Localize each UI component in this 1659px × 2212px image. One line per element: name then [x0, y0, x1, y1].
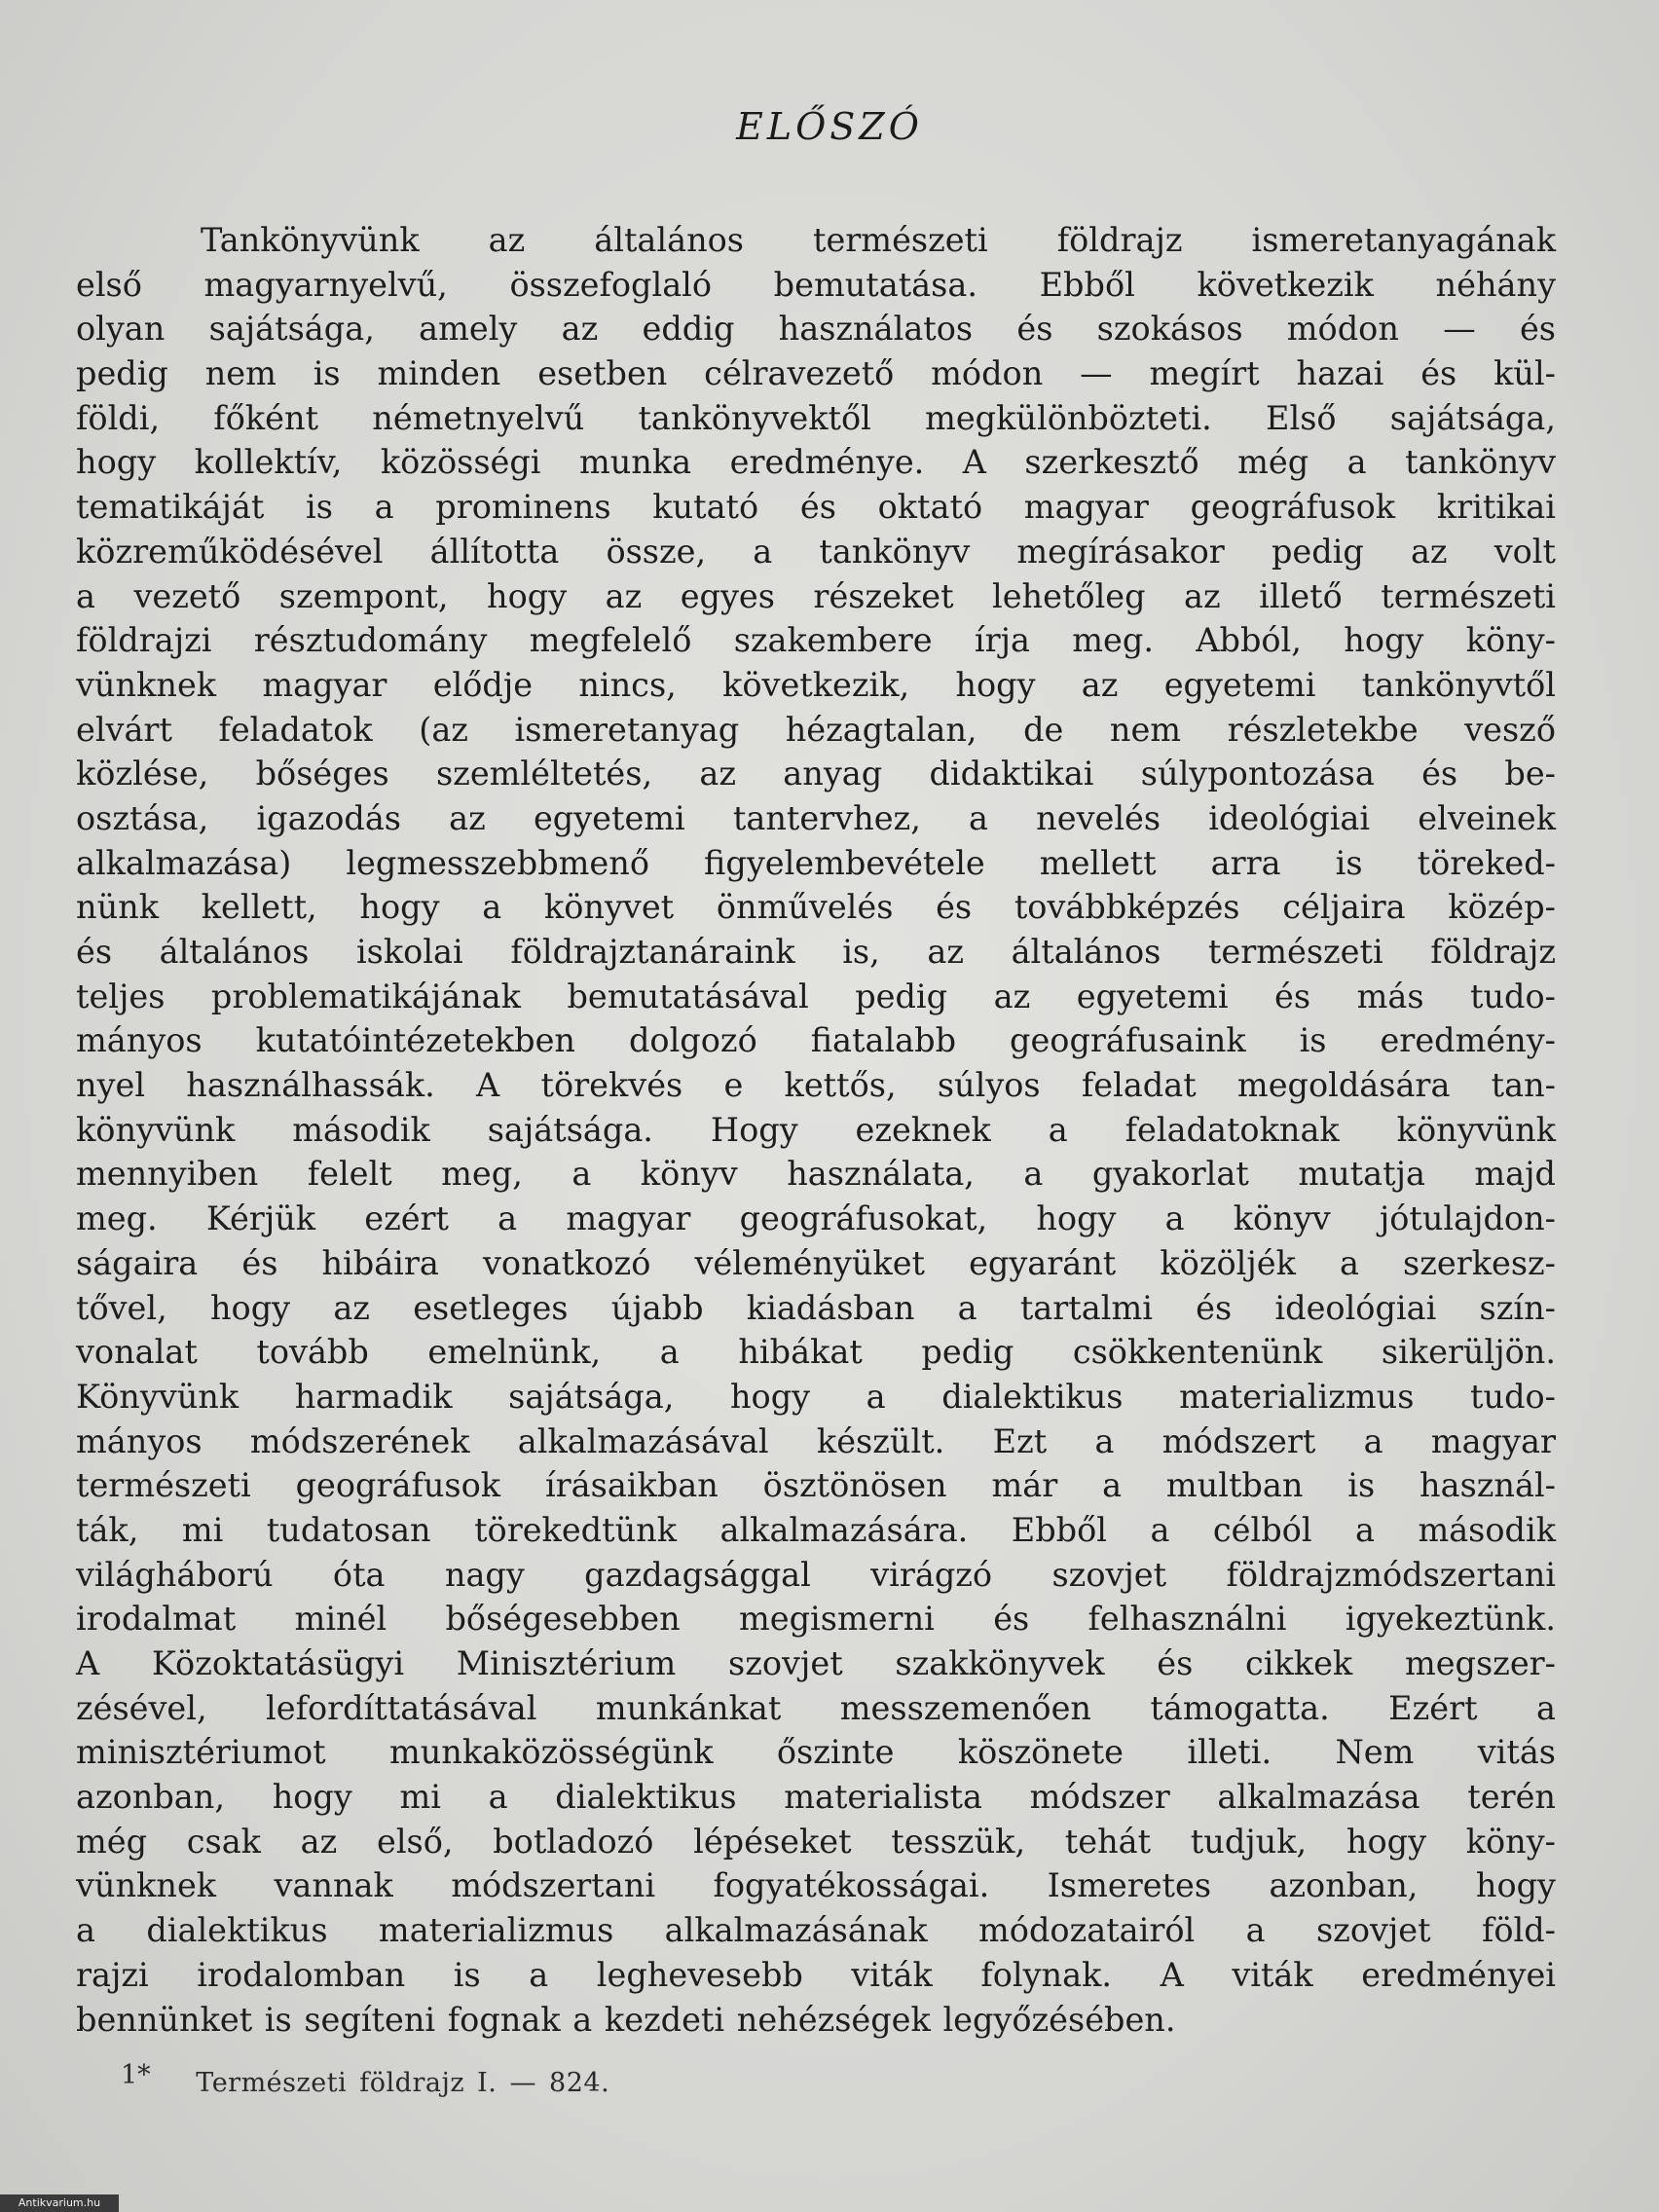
footer-caption: Természeti földrajz I. — 824. [196, 2068, 610, 2098]
text-line: mennyiben felelt meg, a könyv használata, a gyakorlat mutatja majd [76, 1155, 1556, 1194]
text-line: osztása, igazodás az egyetemi tantervhez, a nevelés ideológiai elveinek [76, 798, 1556, 837]
watermark: Antikvarium.hu [0, 2194, 119, 2212]
preface-body [76, 218, 1556, 2042]
text-line: könyvünk második sajátsága. Hogy ezeknek a feladatoknak könyvünk [76, 1110, 1556, 1149]
text-line: tővel, hogy az esetleges újabb kiadásban a tartalmi és ideológiai szín- [76, 1288, 1556, 1327]
page-title: ELŐSZÓ [736, 105, 923, 148]
text-line: A Közoktatásügyi Minisztérium szovjet szakkönyvek és cikkek megszer- [76, 1644, 1556, 1682]
text-line: és általános iskolai földrajztanáraink is, az általános természeti földrajz [76, 933, 1556, 971]
text-line: teljes problematikájának bemutatásával pedig az egyetemi és más tudo- [76, 977, 1556, 1015]
signature-mark: 1* [121, 2060, 151, 2090]
text-line: vonalat tovább emelnünk, a hibákat pedig csökkentenünk sikerüljön. [76, 1333, 1556, 1372]
text-line: mányos módszerének alkalmazásával készült. Ezt a módszert a magyar [76, 1421, 1556, 1460]
text-line: közlése, bőséges szemléltetés, az anyag didaktikai súlypontozása és be- [76, 755, 1556, 793]
text-line: elvárt feladatok (az ismeretanyag hézagtalan, de nem részletekbe vesző [76, 710, 1556, 749]
text-line: irodalmat minél bőségesebben megismerni és felhasználni igyekeztünk. [76, 1600, 1556, 1639]
text-line: meg. Kérjük ezért a magyar geográfusokat, hogy a könyv jótulajdon- [76, 1199, 1556, 1238]
text-line: tematikáját is a prominens kutató és oktató magyar geográfusok kritikai [76, 488, 1556, 527]
text-line: Tankönyvünk az általános természeti földrajz ismeretanyagának [201, 221, 1556, 259]
text-line: olyan sajátsága, amely az eddig használatos és szokásos módon — és [76, 310, 1556, 349]
text-line: mányos kutatóintézetekben dolgozó fiatalabb geográfusaink is eredmény- [76, 1021, 1556, 1060]
text-line: hogy kollektív, közösségi munka eredménye. A szerkesztő még a tankönyv [76, 443, 1556, 482]
text-line: minisztériumot munkaközösségünk őszinte köszönete illeti. Nem vitás [76, 1733, 1556, 1772]
text-line: pedig nem is minden esetben célravezető módon — megírt hazai és kül- [76, 354, 1556, 393]
text-line: bennünket is segíteni fognak a kezdeti nehézségek legyőzésében. [76, 2000, 1176, 2039]
text-line: vünknek vannak módszertani fogyatékosságai. Ismeretes azonban, hogy [76, 1866, 1556, 1905]
text-line: természeti geográfusok írásaikban ösztönösen már a multban is használ- [76, 1466, 1556, 1505]
text-line: alkalmazása) legmesszebbmenő figyelembevétele mellett arra is töreked- [76, 843, 1556, 882]
text-line: rajzi irodalomban is a leghevesebb viták folynak. A viták eredményei [76, 1955, 1556, 1994]
text-line: azonban, hogy mi a dialektikus materialista módszer alkalmazása terén [76, 1778, 1556, 1817]
text-line: földrajzi résztudomány megfelelő szakembere írja meg. Abból, hogy köny- [76, 621, 1556, 660]
text-line: még csak az első, botladozó lépéseket tesszük, tehát tudjuk, hogy köny- [76, 1822, 1556, 1861]
text-line: vünknek magyar elődje nincs, következik, hogy az egyetemi tankönyvtől [76, 665, 1556, 704]
text-line: ságaira és hibáira vonatkozó véleményüket egyaránt közöljék a szerkesz- [76, 1243, 1556, 1282]
text-line: első magyarnyelvű, összefoglaló bemutatása. Ebből következik néhány [76, 265, 1556, 304]
text-line: földi, főként németnyelvű tankönyvektől megkülönbözteti. Első sajátsága, [76, 398, 1556, 437]
text-line: nünk kellett, hogy a könyvet önművelés és továbbképzés céljaira közép- [76, 888, 1556, 927]
text-line: ták, mi tudatosan törekedtünk alkalmazására. Ebből a célból a második [76, 1510, 1556, 1549]
text-line: a vezető szempont, hogy az egyes részeket lehetőleg az illető természeti [76, 576, 1556, 615]
text-line: Könyvünk harmadik sajátsága, hogy a dialektikus materializmus tudo- [76, 1377, 1556, 1416]
text-line: világháború óta nagy gazdagsággal virágzó szovjet földrajzmódszertani [76, 1555, 1556, 1594]
text-line: közreműködésével állította össze, a tankönyv megírásakor pedig az volt [76, 532, 1556, 571]
text-line: zésével, lefordíttatásával munkánkat messzemenően támogatta. Ezért a [76, 1688, 1556, 1727]
text-line: nyel használhassák. A törekvés e kettős, súlyos feladat megoldására tan- [76, 1066, 1556, 1105]
page-footer [121, 2060, 610, 2098]
text-line: a dialektikus materializmus alkalmazásának módozatairól a szovjet föld- [76, 1911, 1556, 1950]
